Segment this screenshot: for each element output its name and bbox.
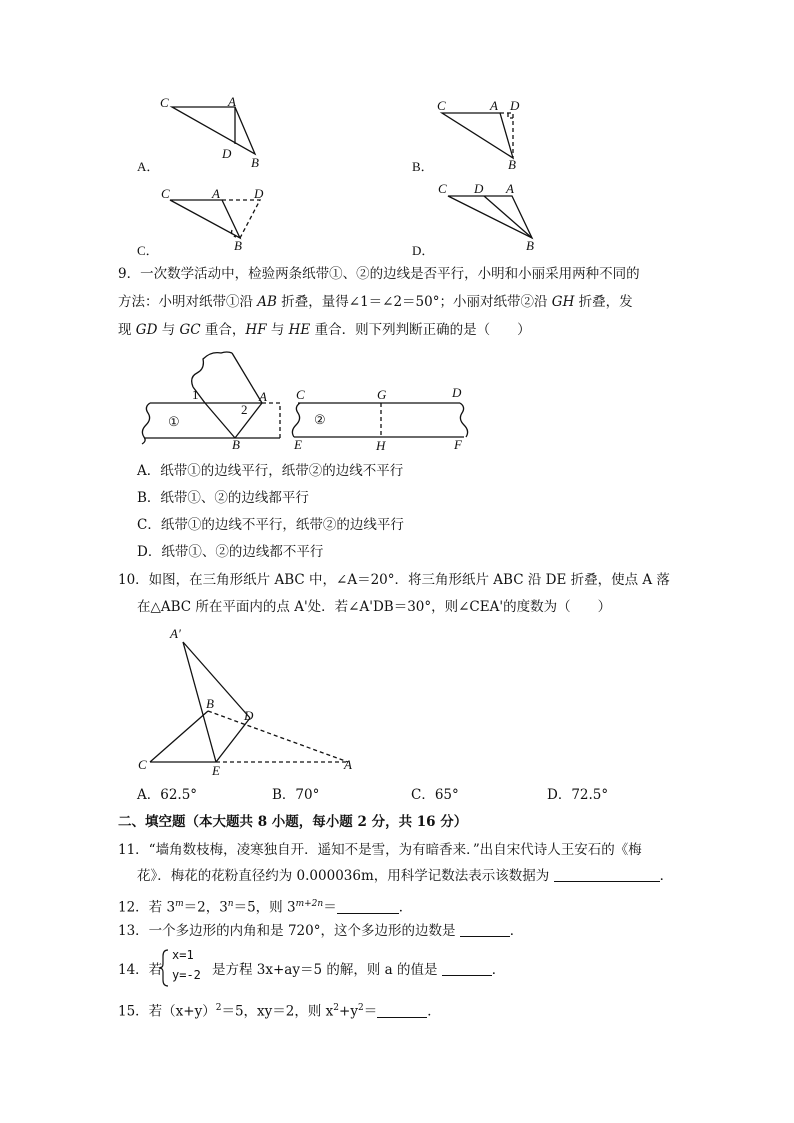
q8-option-d[interactable]: D． (412, 243, 435, 258)
label-c: C (437, 98, 446, 113)
q9-stem-line-1: 9．一次数学活动中，检验两条纸带①、②的边线是否平行，小明和小丽采用两种不同的 (118, 266, 640, 282)
q14-answer-blank[interactable] (442, 961, 492, 976)
q8-figure-a (150, 92, 280, 172)
label-c: C (138, 757, 147, 772)
label-a: A (344, 757, 352, 772)
q11-answer-blank[interactable] (554, 867, 660, 882)
q13-line: 13．一个多边形的内角和是 720°，这个多边形的边数是 ． (118, 923, 524, 939)
label-b: B (232, 437, 240, 452)
q8c-triangle (170, 200, 240, 238)
label-f: F (454, 437, 462, 452)
label-h: H (376, 438, 386, 453)
q8-figure-d (428, 178, 558, 258)
label-d: D (244, 708, 254, 723)
label-strip-2: ② (314, 412, 326, 427)
q12-line: 12．若 $3^m=2$，$3^n=5$，则 $3^{m+2n}=$ ． (118, 899, 413, 916)
label-e: E (212, 763, 220, 778)
q11-line-1: 11．“墙角数枝梅，凌寒独自开．遥知不是雪，为有暗香来．”出自宋代诗人王安石的《梅 (118, 842, 642, 858)
label-a: A (506, 181, 514, 196)
section-heading: 二、填空题（本大题共 8 小题，每小题 2 分，共 16 分） (118, 814, 468, 830)
q8-option-b[interactable]: B． (412, 159, 434, 174)
label-a: A (228, 94, 236, 109)
label-b: B (251, 155, 259, 170)
q10-option-b[interactable]: B．70° (272, 787, 320, 803)
q9-figure (130, 345, 490, 455)
label-g: G (377, 387, 387, 402)
label-c: C (160, 95, 169, 110)
q12-answer-blank[interactable] (337, 899, 399, 914)
strip1-flap-right (232, 353, 262, 403)
strip1-fold-left-edge (205, 403, 235, 438)
strip2-left-torn-edge (292, 403, 300, 437)
q14-brace (158, 948, 170, 988)
q10-option-a[interactable]: A．62.5° (137, 787, 198, 803)
q9-option-c[interactable]: C．纸带①的边线不平行，纸带②的边线平行 (137, 517, 404, 533)
label-e: E (294, 437, 302, 452)
q8a-triangle (172, 107, 255, 154)
q14-line: 14．若 x=1 y=-2 是方程 3x+ay＝5 的解，则 a 的值是 ． (118, 948, 718, 988)
label-c: C (438, 181, 447, 196)
q10-stem-line-2: 在△ABC 所在平面内的点 A'处．若∠A'DB＝30°，则∠CEA'的度数为（ ） (137, 599, 612, 615)
label-angle-2: 2 (241, 402, 248, 417)
label-b: B (234, 238, 242, 253)
q15-line: 15．若$(x+y)^2=5$，xy＝2，则 $x^2+y^2=$ ． (118, 1003, 441, 1020)
label-angle-1: 1 (192, 387, 199, 402)
label-d: D (254, 186, 264, 201)
q14-system-eq1: x=1 (172, 948, 194, 962)
q9-option-d[interactable]: D．纸带①、②的边线都不平行 (137, 544, 324, 560)
q8b-right-angle-mark (508, 113, 513, 118)
q8b-triangle (442, 113, 513, 158)
q15-answer-blank[interactable] (377, 1003, 427, 1018)
q9-option-a[interactable]: A．纸带①的边线平行，纸带②的边线不平行 (137, 463, 404, 479)
q9-option-b[interactable]: B．纸带①、②的边线都平行 (137, 490, 309, 506)
q8-option-c[interactable]: C． (137, 243, 159, 258)
label-a: A (259, 389, 267, 404)
label-a: A (212, 186, 220, 201)
q8c-dashed-lines (222, 200, 260, 238)
q9-stem-line-2: 方法：小明对纸带①沿 AB 折叠，量得∠1＝∠2＝50°；小丽对纸带②沿 GH 折叠，发 (118, 294, 633, 310)
q8-option-a[interactable]: A． (137, 159, 160, 174)
label-a: A (490, 98, 498, 113)
strip1-flap-torn-edge (192, 352, 232, 387)
label-strip-1: ① (168, 414, 180, 429)
label-d: D (222, 146, 232, 161)
label-a-prime: A′ (170, 626, 181, 641)
label-d: D (474, 181, 484, 196)
strip2-right-torn-edge (460, 403, 468, 437)
q8d-triangle (448, 196, 532, 238)
label-b: B (526, 238, 534, 253)
q10-option-d[interactable]: D．72.5° (547, 787, 609, 803)
q11-line-2: 花》．梅花的花粉直径约为 0.000036m，用科学记数法表示该数据为 ． (137, 868, 674, 884)
label-d: D (452, 385, 462, 400)
label-c: C (296, 387, 305, 402)
strip1-folded-part (262, 403, 280, 438)
label-c: C (161, 186, 170, 201)
segment-cb (150, 711, 208, 762)
dashed-ba (208, 711, 348, 762)
q14-system-eq2: y=-2 (172, 968, 201, 982)
q9-stem-line-3: 现 GD 与 GC 重合，HF 与 HE 重合．则下列判断正确的是（ ） (118, 322, 531, 338)
q10-figure (130, 622, 370, 782)
q13-answer-blank[interactable] (460, 922, 510, 937)
label-b: B (508, 157, 516, 172)
q8-figure-c (150, 178, 280, 258)
q8-figure-b (428, 92, 558, 172)
fold-line-ab (235, 403, 262, 438)
label-d: D (510, 98, 520, 113)
label-b: B (206, 696, 214, 711)
fold-line-de (216, 718, 250, 762)
q10-option-c[interactable]: C．65° (411, 787, 459, 803)
q10-stem-line-1: 10．如图，在三角形纸片 ABC 中，∠A＝20°．将三角形纸片 ABC 沿 DE 折叠，使点 A 落 (118, 572, 670, 588)
